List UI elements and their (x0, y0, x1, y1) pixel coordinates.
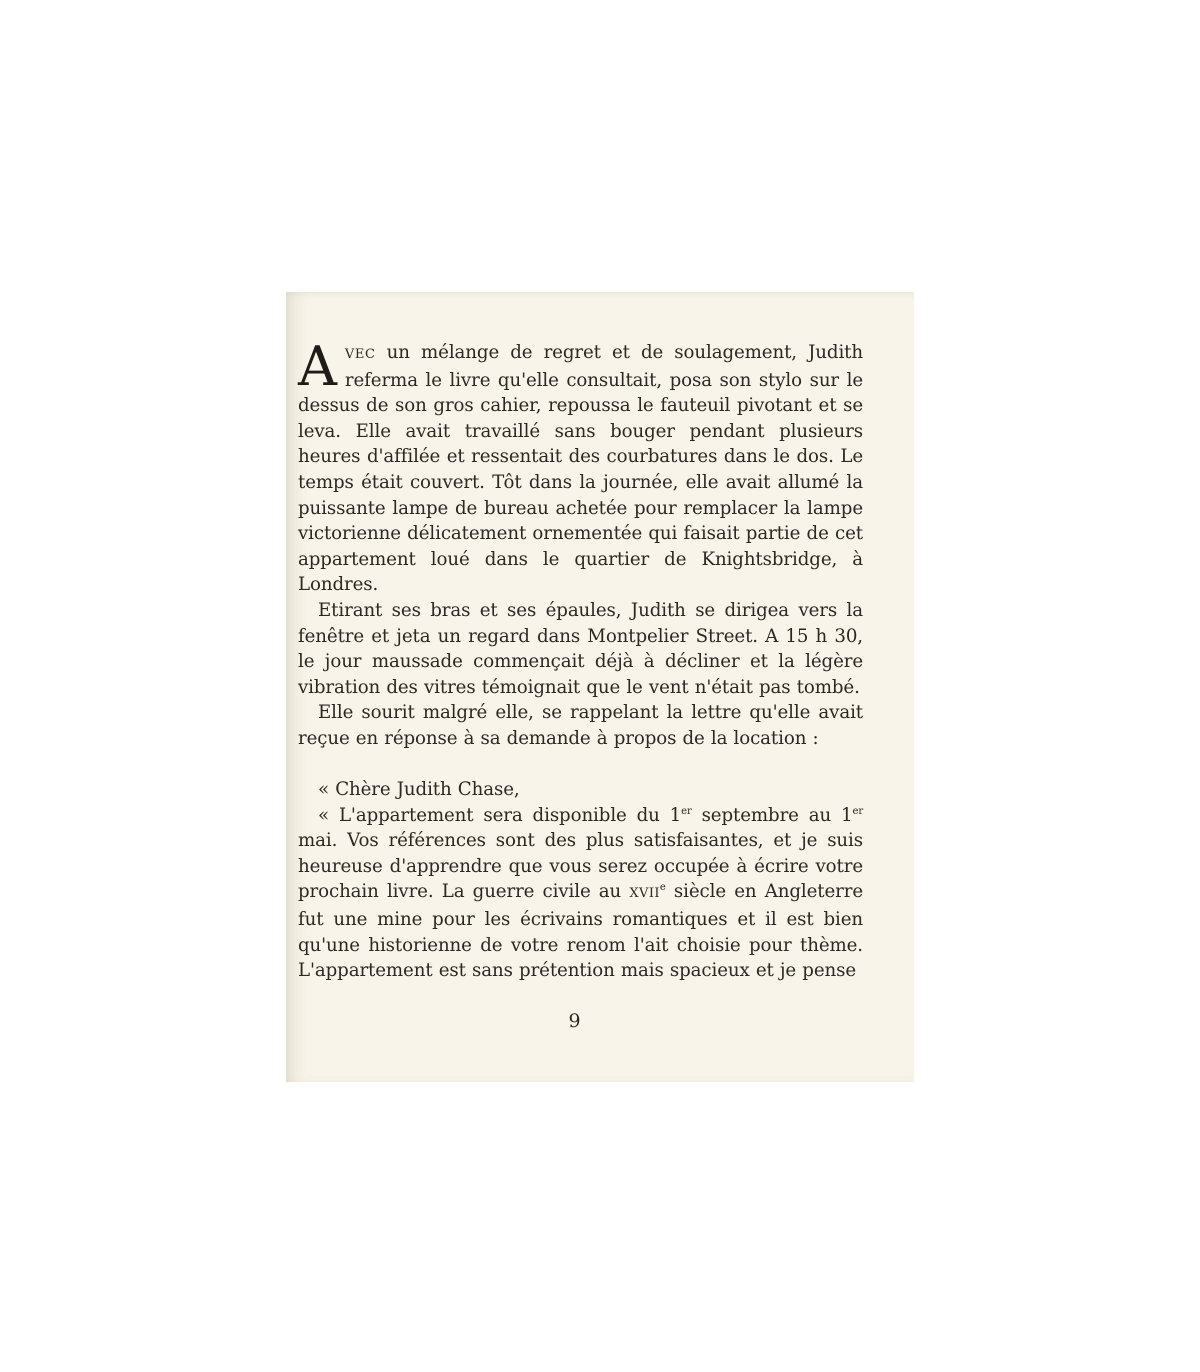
letter-text-3: mai. Vos références sont des plus satisfaisantes, et je suis heureuse d'apprendre que vous serez occupée à écrire votre prochain livre. La guerre civile au (298, 830, 863, 903)
paragraph-1 (298, 335, 863, 598)
letter-text-1: « L'appartement sera disponible du 1 (318, 804, 682, 826)
letter-text-4: siècle en Angleterre fut une mine pour les écrivains romantiques et il est bien qu'une historienne de votre renom l'ait choisie pour thème. L'appartement est sans prétention mais spacieux et je pense (298, 881, 863, 982)
paragraph-2: Etirant ses bras et ses épaules, Judith se dirigea vers la fenêtre et jeta un regard dans Montpelier Street. A 15 h 30, le jour maussade commençait déjà à décliner et la légère vibration des vitres témoignait que le vent n'était pas tombé. (298, 599, 863, 698)
drop-cap: A (298, 335, 337, 398)
century-suffix: e (659, 882, 666, 894)
ordinal-1: er (681, 805, 692, 817)
century-numeral: XVII (629, 886, 660, 902)
paragraph-3: Elle sourit malgré elle, se rappelant la lettre qu'elle avait reçue en réponse à sa demande à propos de la location : (298, 702, 863, 749)
letter-body (298, 803, 863, 984)
book-page (286, 292, 914, 1082)
letter-salutation: « Chère Judith Chase, (318, 779, 520, 801)
lead-smallcaps: VEC (344, 347, 376, 362)
paragraph-1-text: un mélange de regret et de soulagement, Judith referma le livre qu'elle consultait, posa son stylo sur le dessus de son gros cahier, repoussa le fauteuil pivotant et se leva. Elle avait travaillé sans bouger pendant plusieurs heures d'affilée et ressentait des courbatures dans le dos. Le temps était couvert. Tôt dans la journée, elle avait allumé la puissante lampe de bureau achetée pour remplacer la lampe victorienne délicatement ornementée qui faisait partie de cet appartement loué dans le quartier de Knightsbridge, à Londres. (298, 342, 863, 596)
letter-text-2: septembre au 1 (691, 804, 853, 826)
page-number: 9 (568, 1010, 581, 1032)
body-text (298, 335, 863, 984)
ordinal-2: er (852, 805, 863, 817)
